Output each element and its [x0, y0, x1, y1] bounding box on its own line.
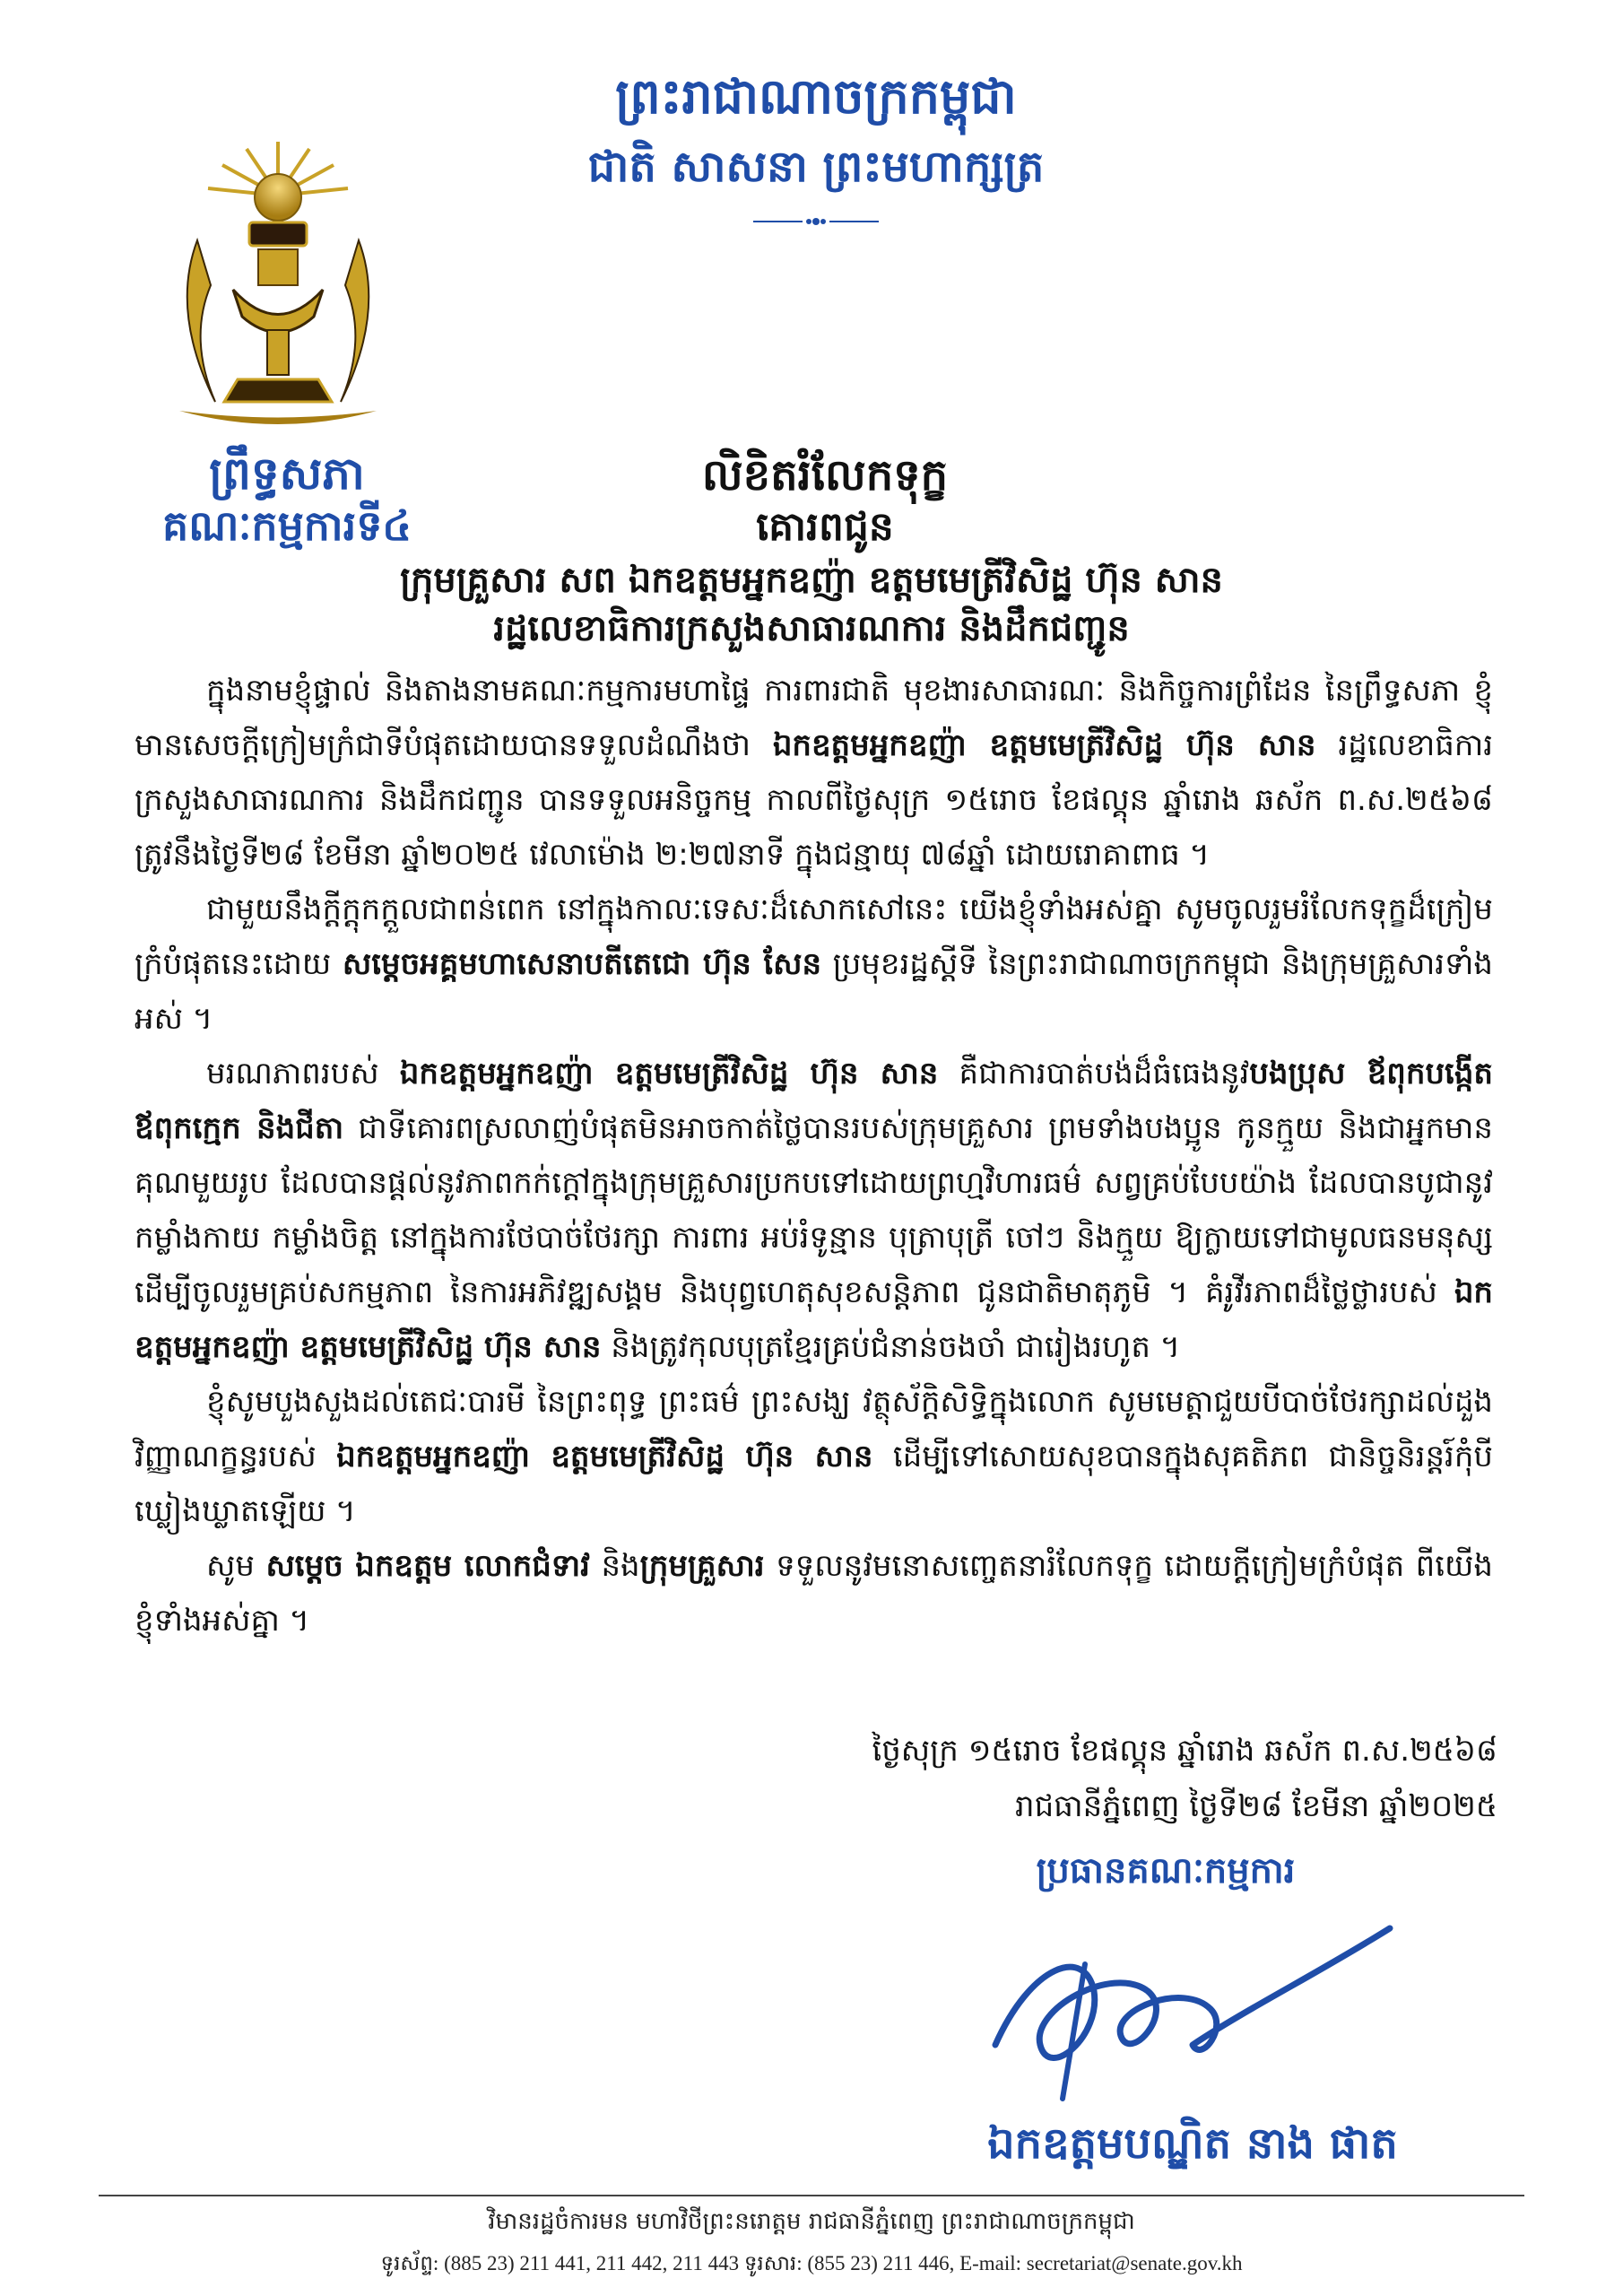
paragraph-5	[135, 1539, 1493, 1648]
signatory-title: ប្រធានគណៈកម្មការ	[1036, 1850, 1296, 1892]
p5-text-a: សូម	[206, 1548, 266, 1584]
p3-text-e: ជាទីគោរពស្រលាញ់បំផុតមិនអាចកាត់ថ្លៃបានរបស់ក្រុមគ្រួសារ ព្រមទាំងបងប្អូន កូនក្មួយ និងជាអ្នកមានគុណមួយរូប ដែលបានផ្តល់នូវភាពកក់ក្តៅក្នុងក្រុមគ្រួសារប្រកបទៅដោយព្រហ្មវិហារធម៌ សព្វគ្រប់បែបយ៉ាង ដែលបានបូជានូវកម្លាំងកាយ កម្លាំងចិត្ត នៅក្នុងការថែបាច់ថែរក្សា ការពារ អប់រំទូន្មាន បុត្រាបុត្រី ចៅៗ និងក្មួយ ឱ្យក្លាយទៅជាមូលធនមនុស្ស ដើម្បីចូលរួមគ្រប់សកម្មភាព នៃការអភិវឌ្ឍសង្គម និងបុព្វហេតុសុខសន្តិភាព ជូនជាតិមាតុភូមិ ។ គំរូវីរភាពដ៏ថ្លៃថ្លារបស់	[135, 1110, 1493, 1310]
letter-body	[135, 664, 1493, 1648]
recipient-block	[126, 556, 1497, 653]
salutation: គោរពជូន	[756, 504, 894, 550]
p4-name-bold: ឯកឧត្តមអ្នកឧញ៉ា ឧត្តមមេត្រីវិសិដ្ឋ ហ៊ុន សាន	[336, 1439, 873, 1474]
p2-text-c: ប្រមុខរដ្ឋស្តីទី នៃព្រះរាជាណាចក្រកម្ពុជា និងក្រុមគ្រួសារទាំងអស់ ។	[135, 946, 1493, 1037]
p2-name-bold: សម្តេចអគ្គមហាសេនាបតីតេជោ ហ៊ុន សែន	[342, 946, 822, 982]
recipient-line-1: ក្រុមគ្រួសារ សព ឯកឧត្តមអ្នកឧញ៉ា ឧត្តមមេត្រីវិសិដ្ឋ ហ៊ុន សាន	[400, 560, 1223, 601]
national-motto: ជាតិ សាសនា ព្រះមហាក្សត្រ	[587, 142, 1045, 192]
paragraph-2	[135, 883, 1493, 1047]
signatory-name: ឯកឧត្តមបណ្ឌិត នាង ផាត	[987, 2118, 1398, 2169]
p5-family-bold: ក្រុមគ្រួសារ	[639, 1548, 765, 1584]
p4-text-c: ដើម្បីទៅសោយសុខបានក្នុងសុគតិភព ជានិច្ចនិរន្តរ៍កុំបីឃ្លៀងឃ្លាតឡើយ ។	[135, 1439, 1494, 1529]
p5-text-c: និង	[589, 1548, 640, 1584]
p1-name-bold: ឯកឧត្តមអ្នកឧញ៉ា ឧត្តមមេត្រីវិសិដ្ឋ ហ៊ុន សាន	[772, 727, 1316, 763]
p5-text-e: ទទួលនូវមនោសញ្ចេតនារំលែកទុក្ខ ដោយក្តីក្រៀមក្រំបំផុត ពីយើងខ្ញុំទាំងអស់គ្នា ។	[135, 1548, 1494, 1639]
paragraph-1	[135, 664, 1493, 883]
p5-titles-bold: សម្តេច ឯកឧត្តម លោកជំទាវ	[265, 1548, 590, 1584]
p3-relations-bold: បងប្រុស ឪពុកបង្កើត ឪពុកក្មេក និងជីតា	[135, 1056, 1493, 1146]
p4-text-a: ខ្ញុំសូមបួងសួងដល់តេជៈបារមី នៃព្រះពុទ្ធ ព្រះធម៌ ព្រះសង្ឃ វត្ថុស័ក្តិសិទ្ធិក្នុងលោក សូមមេត្តាជួយបីបាច់ថែរក្សាដល់ដួងវិញ្ញាណក្ខន្ធរបស់	[135, 1384, 1493, 1474]
kingdom-heading: ព្រះរាជាណាចក្រកម្ពុជា	[615, 68, 1017, 125]
lunar-date: ថ្ងៃសុក្រ ១៥រោច ខែផល្គុន ឆ្នាំរោង ឆស័ក ព.ស.២៥៦៨	[872, 1733, 1497, 1769]
footer-address: វិមានរដ្ឋចំការមន មហាវិថីព្រះនរោត្តម រាជធានីភ្នំពេញ ព្រះរាជាណាចក្រកម្ពុជា	[488, 2208, 1135, 2235]
p3-text-c: គឺជាការបាត់បង់ដ៏ធំធេងនូវ	[938, 1056, 1250, 1091]
solar-date: រាជធានីភ្នំពេញ ថ្ងៃទី២៨ ខែមីនា ឆ្នាំ២០២៥	[1015, 1788, 1497, 1824]
ornament-divider	[753, 215, 879, 228]
paragraph-3	[135, 1047, 1493, 1375]
senate-name: ព្រឹទ្ធសភា	[209, 448, 365, 500]
p1-text-a: ក្នុងនាមខ្ញុំផ្ទាល់ និងតាងនាមគណៈកម្មការមហាផ្ទៃ ការពារជាតិ មុខងារសាធារណៈ និងកិច្ចការព្រំដែន នៃព្រឹទ្ធសភា ខ្ញុំមានសេចក្តីក្រៀមក្រំជាទីបំផុតដោយបានទទួលដំណឹងថា	[135, 673, 1493, 763]
p3-text-a: មរណភាពរបស់	[206, 1056, 400, 1091]
document-title: លិខិតរំលែកទុក្ខ	[701, 450, 949, 500]
footer-contact: ទូរស័ព្ទ: (885 23) 211 441, 211 442, 211 443 ទូរសារ: (855 23) 211 446, E-mail: secretariat@senate.gov.kh	[380, 2252, 1243, 2274]
commission-name: គណៈកម្មការទី៤	[162, 501, 412, 550]
footer-divider	[99, 2195, 1524, 2196]
p3-text-g: និងត្រូវកុលបុត្រខ្មែរគ្រប់ជំនាន់ចងចាំ ជារៀងរហូត ។	[601, 1329, 1181, 1365]
recipient-line-2: រដ្ឋលេខាធិការក្រសួងសាធារណការ និងដឹកជញ្ជូន	[493, 608, 1130, 649]
p3-name-bold: ឯកឧត្តមអ្នកឧញ៉ា ឧត្តមមេត្រីវិសិដ្ឋ ហ៊ុន សាន	[399, 1056, 939, 1091]
senate-emblem-icon	[161, 133, 395, 438]
p2-text-a: ជាមួយនឹងក្តីក្ដុកក្ដួលជាពន់ពេក នៅក្នុងកាលៈទេសៈដ៏សោកសៅនេះ យើងខ្ញុំទាំងអស់គ្នា សូមចូលរួមរំលែកទុក្ខដ៏ក្រៀមក្រំបំផុតនេះដោយ	[135, 891, 1493, 982]
handwritten-signature	[977, 1910, 1408, 2108]
paragraph-4	[135, 1375, 1493, 1539]
p1-text-c: រដ្ឋលេខាធិការក្រសួងសាធារណការ និងដឹកជញ្ជូន បានទទួលអនិច្ចកម្ម កាលពីថ្ងៃសុក្រ ១៥រោច ខែផល្គុន ឆ្នាំរោង ឆស័ក ព.ស.២៥៦៨ ត្រូវនឹងថ្ងៃទី២៨ ខែមីនា ឆ្នាំ២០២៥ វេលាម៉ោង ២:២៧នាទី ក្នុងជន្មាយុ ៧៨ឆ្នាំ ដោយរោគាពាធ ។	[135, 727, 1494, 873]
p3-name-bold-2: ឯកឧត្តមអ្នកឧញ៉ា ឧត្តមមេត្រីវិសិដ្ឋ ហ៊ុន សាន	[135, 1274, 1493, 1365]
